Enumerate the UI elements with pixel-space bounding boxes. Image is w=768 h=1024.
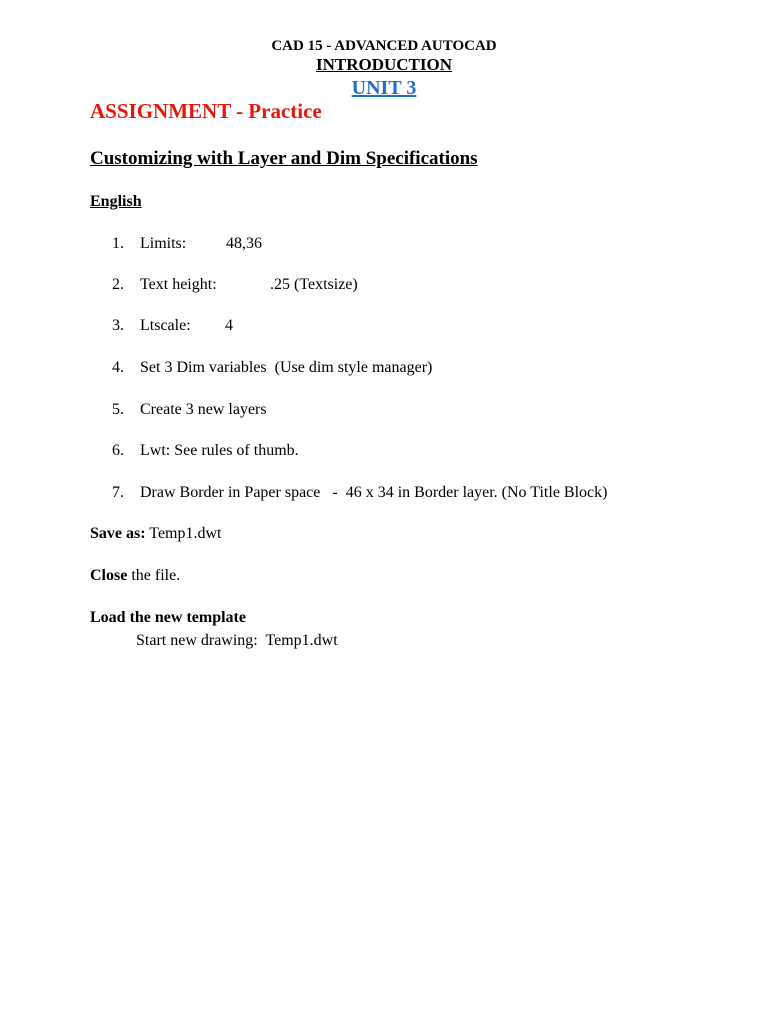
step-label: Limits: — [140, 235, 187, 252]
step-label: Text height: — [140, 276, 217, 293]
step-number: 2. — [112, 276, 124, 293]
topic-title: Customizing with Layer and Dim Specifications — [90, 148, 478, 169]
close-instruction — [90, 566, 180, 586]
step-item — [112, 400, 267, 420]
step-item — [112, 358, 432, 378]
save-filename: Temp1.dwt — [149, 525, 222, 542]
step-number: 1. — [112, 235, 124, 252]
unit-label: UNIT 3 — [351, 77, 417, 99]
step-number: 3. — [112, 317, 124, 334]
save-instruction — [90, 524, 221, 544]
save-label: Save as: — [90, 525, 146, 542]
step-item — [112, 275, 358, 295]
step-text: Draw Border in Paper space - 46 x 34 in Border layer. (No Title Block) — [140, 484, 608, 501]
load-instruction: Start new drawing: Temp1.dwt — [136, 632, 338, 649]
load-heading: Load the new template — [90, 609, 246, 626]
section-heading: INTRODUCTION — [315, 55, 453, 74]
step-item — [112, 441, 299, 461]
step-value: .25 (Textsize) — [270, 276, 358, 293]
step-item — [112, 316, 233, 336]
step-item — [112, 483, 607, 503]
step-number: 7. — [112, 484, 124, 501]
step-label: Ltscale: — [140, 317, 191, 334]
step-value: 48,36 — [226, 235, 262, 252]
step-item — [112, 234, 262, 254]
course-title: CAD 15 - ADVANCED AUTOCAD — [271, 38, 497, 54]
step-text: Lwt: See rules of thumb. — [140, 442, 299, 459]
step-text: Set 3 Dim variables (Use dim style manager) — [140, 359, 433, 376]
step-text: Create 3 new layers — [140, 401, 267, 418]
step-value: 4 — [225, 317, 233, 334]
close-text: the file. — [131, 567, 181, 584]
step-number: 5. — [112, 401, 124, 418]
units-heading: English — [90, 193, 142, 210]
assignment-title: ASSIGNMENT - Practice — [90, 99, 322, 123]
close-label: Close — [90, 567, 128, 584]
step-number: 4. — [112, 359, 124, 376]
step-number: 6. — [112, 442, 124, 459]
